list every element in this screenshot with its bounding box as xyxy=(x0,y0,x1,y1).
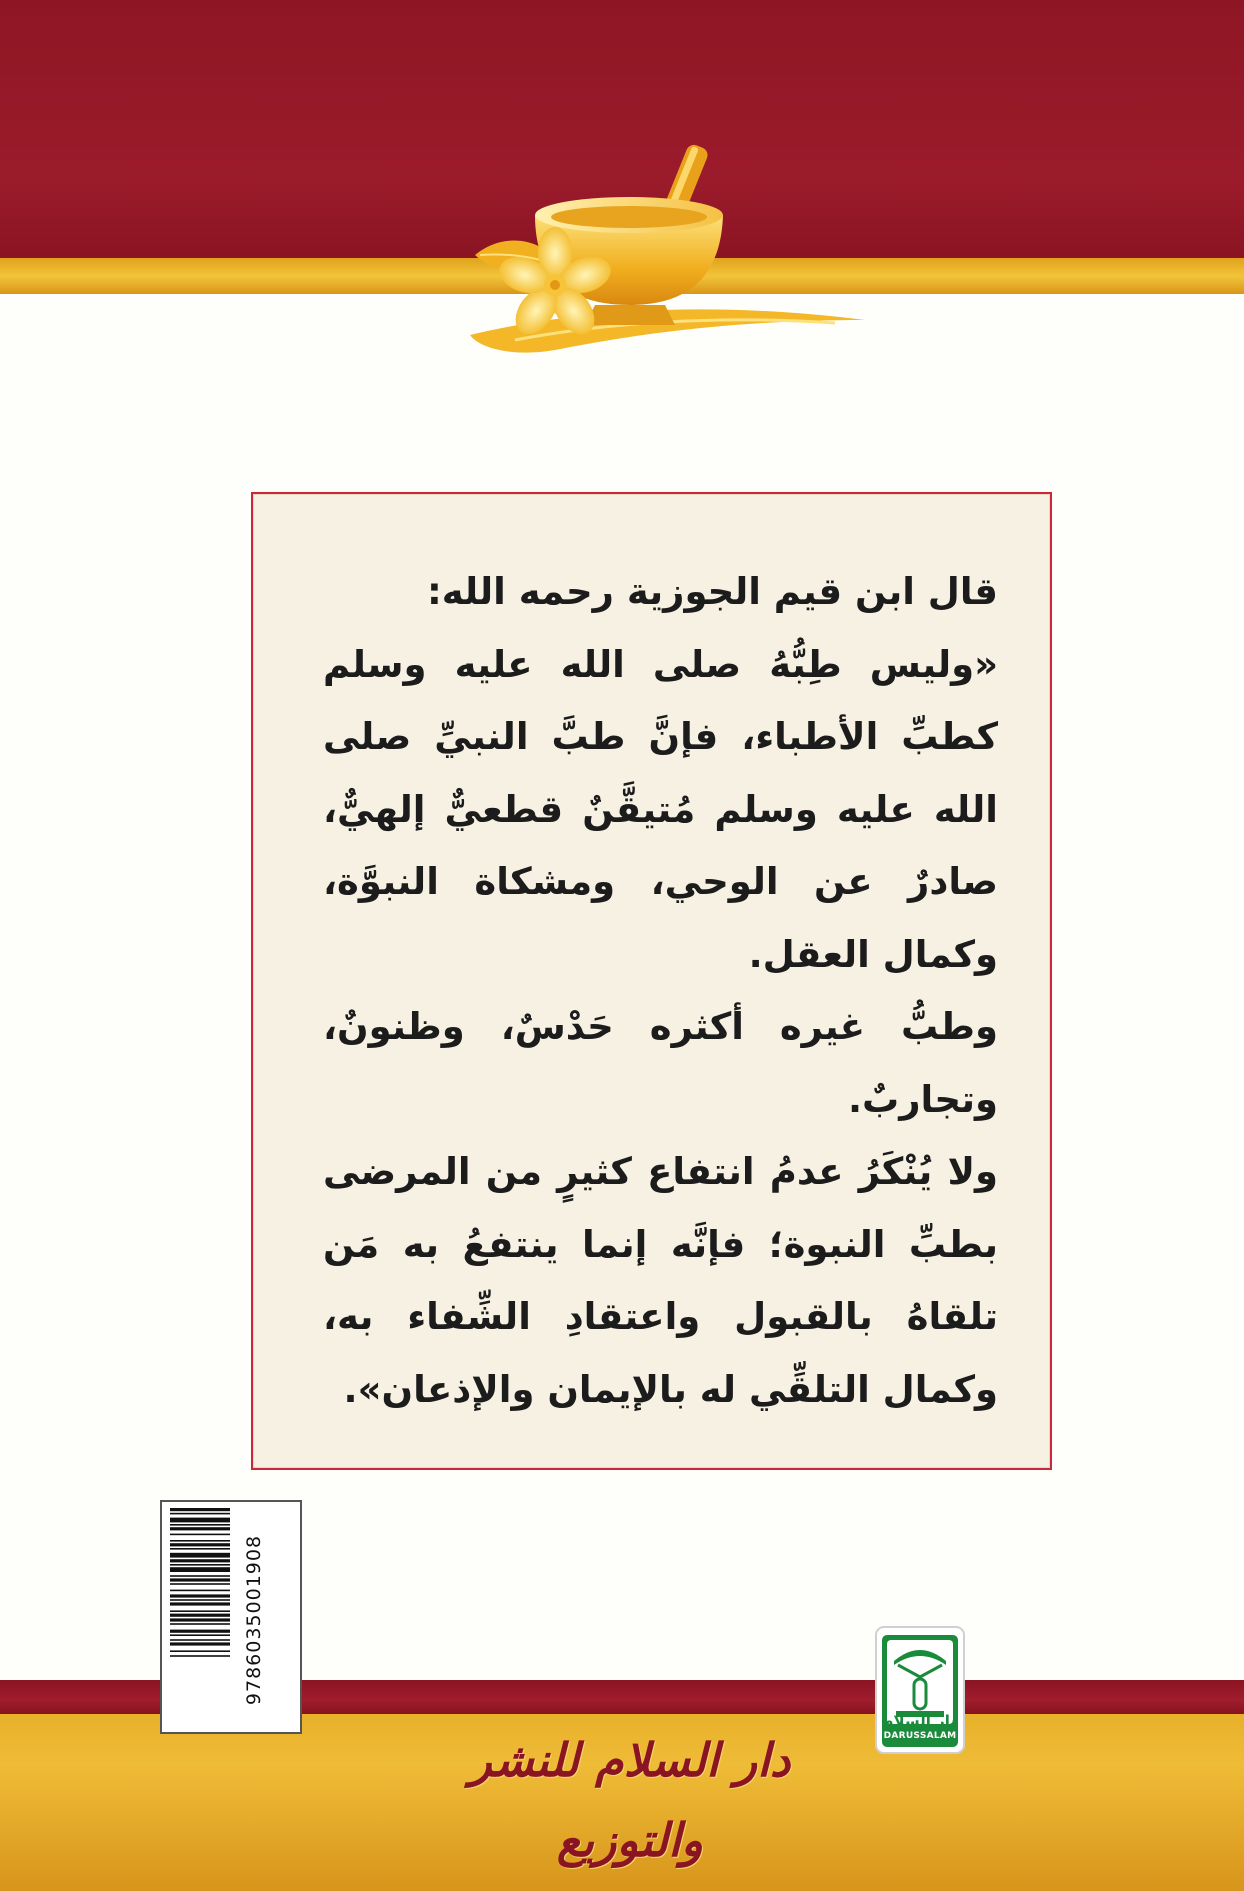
isbn-number: 9786035001908 xyxy=(243,1534,265,1706)
barcode-bar xyxy=(170,1575,230,1577)
mortar-pestle-emblem xyxy=(455,135,875,375)
barcode-bar xyxy=(170,1518,230,1523)
barcode-bar xyxy=(170,1639,230,1641)
logo-arabic-text: دار السلام xyxy=(882,1712,958,1730)
barcode-bar xyxy=(170,1623,230,1625)
quote-paragraph: ولا يُنْكَرُ عدمُ انتفاع كثيرٍ من المرضى بطبِّ النبوة؛ فإنَّه إنما ينتفعُ به مَن تلقاهُ بالقبول واعتقادِ الشِّفاء به، وكمال التلقِّي له بالإيمان والإذعان». xyxy=(323,1150,998,1411)
barcode-bar xyxy=(170,1543,230,1546)
barcode-bar xyxy=(170,1642,230,1645)
barcode-bar xyxy=(170,1553,230,1558)
barcode-bar xyxy=(170,1527,230,1530)
barcode-bar xyxy=(170,1614,230,1617)
isbn-barcode xyxy=(160,1500,302,1734)
barcode-bar xyxy=(170,1508,230,1511)
barcode-bar xyxy=(170,1655,230,1657)
quote-text xyxy=(323,556,998,1426)
quote-attribution: قال ابن قيم الجوزية رحمه الله: xyxy=(426,570,998,613)
barcode-bar xyxy=(170,1590,230,1592)
barcode-bar xyxy=(170,1564,230,1566)
barcode-bar xyxy=(170,1513,230,1515)
barcode-bars xyxy=(170,1508,230,1726)
barcode-bar xyxy=(170,1650,230,1652)
barcode-bar xyxy=(170,1630,230,1633)
barcode-bar xyxy=(170,1567,230,1572)
barcode-bar xyxy=(170,1578,230,1581)
barcode-bar xyxy=(170,1634,230,1636)
barcode-bar xyxy=(170,1540,230,1542)
quote-paragraph: «وليس طِبُّهُ صلى الله عليه وسلم كطبِّ الأطباء، فإنَّ طبَّ النبيِّ صلى الله عليه وسلم مُتيقَّنٌ قطعيٌّ إلهيٌّ، صادرٌ عن الوحي، ومشكاة النبوَّة، وكمال العقل. xyxy=(323,642,998,976)
publisher-name: دار السلام للنشر والتوزيع xyxy=(469,1733,791,1867)
barcode-bar xyxy=(170,1524,230,1526)
barcode-bar xyxy=(170,1594,230,1597)
barcode-bar xyxy=(170,1559,230,1562)
barcode-bar xyxy=(170,1534,230,1536)
barcode-bar xyxy=(170,1618,230,1621)
barcode-bar xyxy=(170,1602,230,1605)
barcode-bar xyxy=(170,1610,230,1612)
quote-paragraph: وطبُّ غيره أكثره حَدْسٌ، وظنونٌ، وتجاربٌ. xyxy=(323,1005,998,1121)
barcode-bar xyxy=(170,1599,230,1601)
quote-box xyxy=(251,492,1052,1470)
logo-latin-text: DARUSSALAM xyxy=(883,1731,957,1741)
barcode-bar xyxy=(170,1583,230,1585)
barcode-bar xyxy=(170,1548,230,1550)
